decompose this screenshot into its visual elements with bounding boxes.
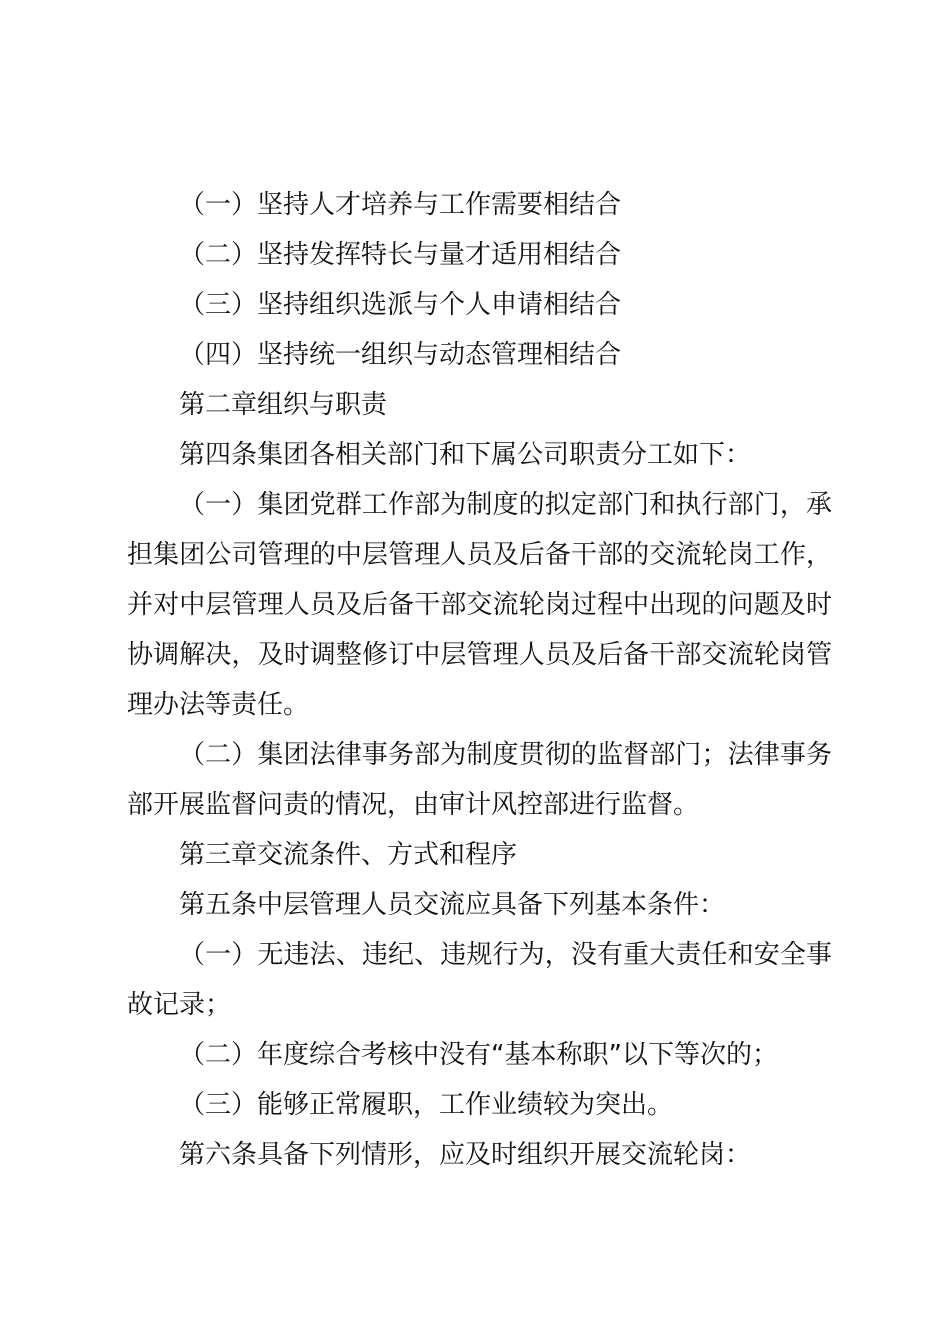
article-4: 第四条集团各相关部门和下属公司职责分工如下： [179, 440, 752, 470]
article-5-item-1: （一）无违法、违纪、违规行为，没有重大责任和安全事故记录； [127, 940, 832, 1020]
article-6: 第六条具备下列情形，应及时组织开展交流轮岗： [179, 1140, 752, 1170]
paragraph-principle-1: （一）坚持人才培养与工作需要相结合 [179, 190, 622, 220]
article-5: 第五条中层管理人员交流应具备下列基本条件： [179, 890, 726, 920]
chapter-heading-2: 第二章组织与职责 [179, 390, 388, 420]
paragraph-principle-3: （三）坚持组织选派与个人申请相结合 [179, 290, 622, 320]
article-5-item-2: （二）年度综合考核中没有“基本称职”以下等次的； [179, 1040, 778, 1070]
paragraph-principle-2: （二）坚持发挥特长与量才适用相结合 [179, 240, 622, 270]
chapter-heading-3: 第三章交流条件、方式和程序 [179, 840, 518, 870]
article-4-item-2: （二）集团法律事务部为制度贯彻的监督部门；法律事务部开展监督问责的情况，由审计风控部进行监督。 [127, 740, 832, 820]
paragraph-principle-4: （四）坚持统一组织与动态管理相结合 [179, 340, 622, 370]
document-body [127, 180, 832, 1180]
article-5-item-3: （三）能够正常履职，工作业绩较为突出。 [179, 1090, 674, 1120]
article-4-item-1: （一）集团党群工作部为制度的拟定部门和执行部门，承担集团公司管理的中层管理人员及后备干部的交流轮岗工作，并对中层管理人员及后备干部交流轮岗过程中出现的问题及时协调解决，及时调整修订中层管理人员及后备干部交流轮岗管理办法等责任。 [127, 490, 832, 720]
